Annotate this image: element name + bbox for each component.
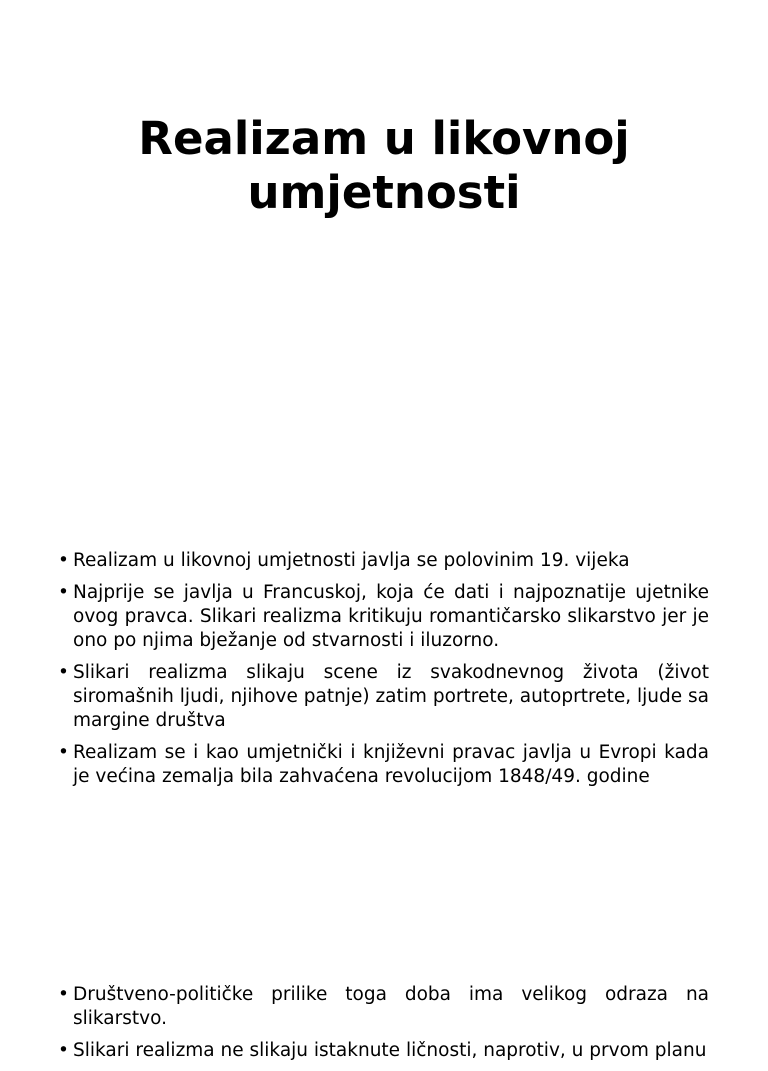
bullet-text: Najprije se javlja u Francuskoj, koja će dati i najpoznatije ujetnike ovog pravca. Slikari realizma kritikuju romantičarsko slikarstvo jer je ono po njima bježanje od stvarnosti i iluzorno. xyxy=(73,582,709,651)
bullet-text: Realizam se i kao umjetnički i književni pravac javlja u Evropi kada je većina zemalja bila zahvaćena revolucijom 1848/49. godine xyxy=(73,742,709,787)
bullet-item xyxy=(58,581,709,653)
bullet-list-bottom xyxy=(58,983,709,1071)
bullet-list-top xyxy=(58,549,709,797)
bullet-text: Realizam u likovnoj umjetnosti javlja se polovinim 19. vijeka xyxy=(73,550,630,571)
slide-title xyxy=(0,112,768,220)
slide-title-line-1: Realizam u likovnoj xyxy=(138,112,630,165)
slide-title-line-2: umjetnosti xyxy=(247,166,521,219)
bullet-item xyxy=(58,661,709,733)
bullet-item xyxy=(58,741,709,789)
bullet-text: Slikari realizma ne slikaju istaknute ličnosti, naprotiv, u prvom planu xyxy=(73,1040,707,1061)
bullet-text: Slikari realizma slikaju scene iz svakodnevnog života (život siromašnih ljudi, njihove patnje) zatim portrete, autoprtrete, ljude sa margine društva xyxy=(73,662,709,731)
bullet-text: Društveno-političke prilike toga doba ima velikog odraza na slikarstvo. xyxy=(73,984,709,1029)
bullet-item xyxy=(58,1039,709,1063)
bullet-item xyxy=(58,549,709,573)
